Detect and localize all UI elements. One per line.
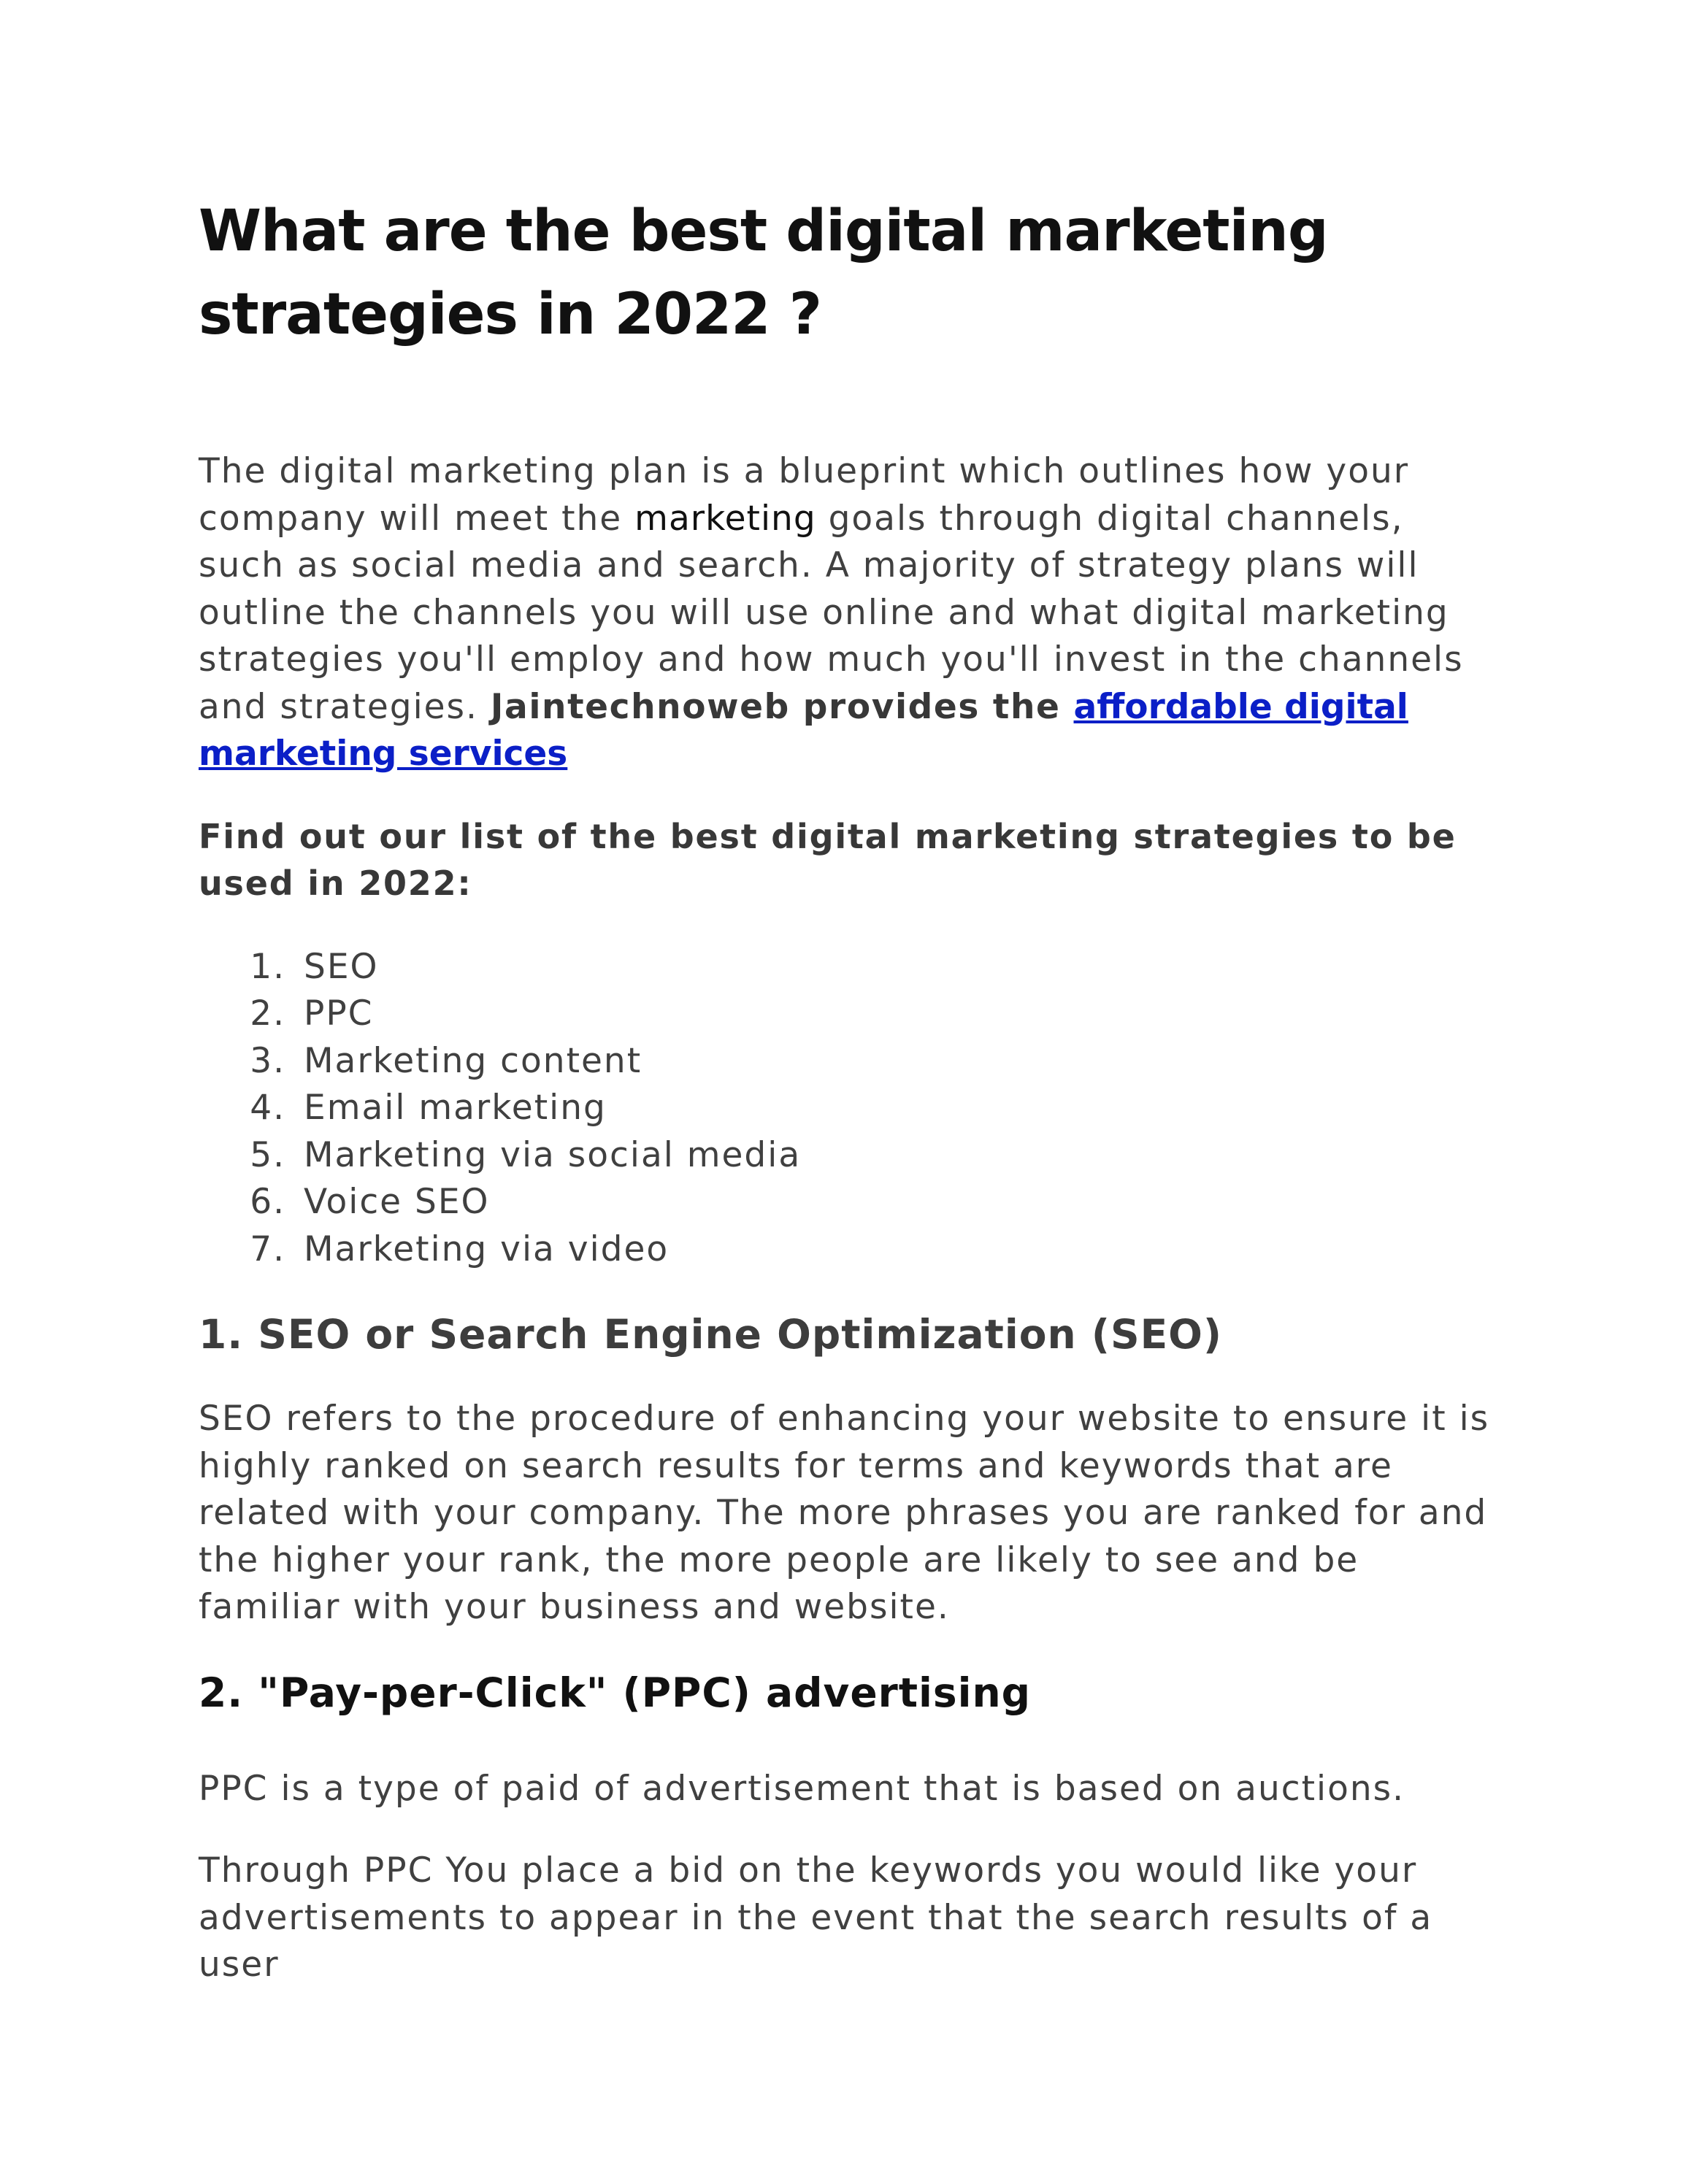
section-heading-ppc: 2. "Pay-per-Click" (PPC) advertising bbox=[199, 1669, 1032, 1716]
list-item: 3. Marketing content bbox=[298, 1038, 1498, 1085]
intro-keyword: marketing bbox=[634, 498, 816, 539]
intro-paragraph bbox=[199, 448, 1498, 778]
list-item: 6. Voice SEO bbox=[298, 1179, 1498, 1226]
list-item: 5. Marketing via social media bbox=[298, 1132, 1498, 1180]
intro-bold-text: Jaintechnoweb provides the bbox=[490, 686, 1074, 727]
list-lead: Find out our list of the best digital marketing strategies to be used in 2022: bbox=[199, 816, 1457, 903]
strategy-list bbox=[199, 944, 1498, 1274]
list-item: 4. Email marketing bbox=[298, 1085, 1498, 1132]
article-title: What are the best digital marketing strategies in 2022 ? bbox=[199, 199, 1328, 347]
intro-text-2: goals through digital channels, such as social media and search. A majority of strategy plans will outline the channels you will use online and what digital marketing strategies you'll employ and how much you'll invest in the channels and strategies. bbox=[199, 498, 1464, 727]
affordable-services-link[interactable]: affordable digital marketing services bbox=[199, 686, 1408, 774]
list-item: 2. PPC bbox=[298, 991, 1498, 1038]
intro-text-1: The digital marketing plan is a blueprint which outlines how your company will meet the bbox=[199, 451, 1410, 539]
list-item: 7. Marketing via video bbox=[298, 1226, 1498, 1274]
section-heading-seo: 1. SEO or Search Engine Optimization (SEO) bbox=[199, 1311, 1223, 1358]
section-paragraph-ppc-2: Through PPC You place a bid on the keywords you would like your advertisements to appear in the event that the search results of a user bbox=[199, 1850, 1433, 1985]
document-page bbox=[199, 190, 1498, 1989]
section-paragraph-ppc-1: PPC is a type of paid of advertisement that is based on auctions. bbox=[199, 1768, 1405, 1809]
section-paragraph-seo: SEO refers to the procedure of enhancing your website to ensure it is highly ranked on search results for terms and keywords that are related with your company. The more phrases you are ranked for and the higher your rank, the more people are likely to see and be familiar with your business and website. bbox=[199, 1399, 1490, 1627]
list-item: 1. SEO bbox=[298, 944, 1498, 991]
